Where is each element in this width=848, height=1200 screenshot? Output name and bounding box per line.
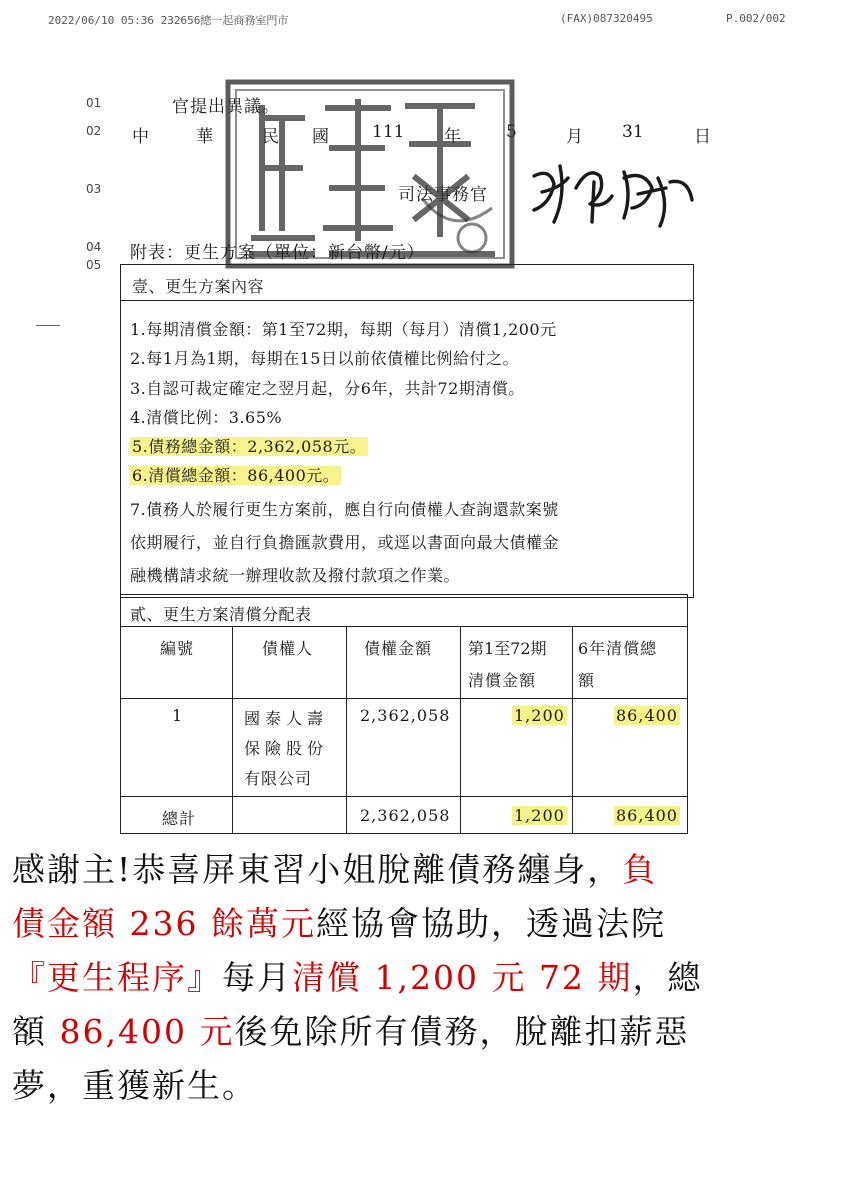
line-number-05: 05: [86, 258, 102, 272]
date-char: 5: [506, 122, 517, 142]
table-line-header-top: [120, 626, 688, 627]
date-char: 民: [262, 127, 279, 147]
total-total: 86,400: [616, 806, 678, 825]
row1-creditor-line1: 國泰人壽: [244, 709, 329, 728]
line-number-02: 02: [86, 124, 102, 138]
line-number-01: 01: [86, 96, 102, 110]
note-text-red: 86,400 元: [59, 1012, 235, 1051]
row1-creditor-line3: 有限公司: [244, 769, 313, 788]
col-header-per-period-line1: 第1至72期: [468, 639, 547, 658]
note-text-red: 債金額 236 餘萬元: [12, 904, 316, 943]
note-line-4: [12, 1006, 689, 1053]
line01-text: 官提出異議。: [172, 97, 280, 117]
col-header-per-period-line2: 清償金額: [468, 671, 537, 690]
testimonial-note: [0, 836, 848, 1105]
total-amount: 2,362,058: [360, 806, 451, 825]
attachment-title: 附表：更生方案（單位：新台幣/元）: [130, 243, 425, 263]
date-char: 31: [622, 122, 644, 142]
section1-item-2: 2.每1月為1期，每期在15日以前依債權比例給付之。: [130, 349, 519, 368]
date-char: 中: [132, 127, 149, 147]
section1-title: 壹、更生方案內容: [132, 277, 265, 296]
fax-page-number: P.002/002: [726, 12, 786, 25]
col-header-no: 編號: [160, 639, 195, 658]
section1-item-7-line2: 依期履行，並自行負擔匯款費用，或逕以書面向最大債權金: [130, 533, 560, 552]
table-col-line: [572, 626, 573, 834]
row1-creditor-line2: 保險股份: [244, 739, 329, 758]
highlighted-repay-total: 6.清償總金額：86,400元。: [132, 466, 340, 485]
total-per-period: 1,200: [514, 806, 565, 825]
date-char: 國: [312, 127, 329, 147]
section1-item-6: [130, 463, 341, 486]
note-text: 每月: [222, 958, 292, 997]
note-text: 經協會協助，透過法院: [315, 904, 666, 943]
table-line-header-bottom: [120, 698, 688, 699]
fax-number: (FAX)087320495: [560, 12, 653, 25]
date-char: 華: [196, 127, 213, 147]
table-col-line: [460, 626, 461, 834]
table-col-line: [232, 626, 233, 834]
section1-divider: [120, 300, 694, 301]
row1-total: 86,400: [616, 706, 678, 725]
highlighted-debt-total: 5.債務總金額：2,362,058元。: [132, 437, 367, 456]
line-number-03: 03: [86, 182, 102, 196]
section2-title: 貳、更生方案清償分配表: [130, 605, 312, 624]
col-header-total-line2: 額: [578, 671, 596, 690]
note-text-red: 『更生程序』: [12, 958, 222, 997]
col-header-total-line1: 6年清償總: [578, 639, 658, 658]
officer-title: 司法事務官: [398, 185, 488, 205]
row1-no: 1: [172, 706, 184, 725]
section1-item-1: 1.每期清償金額：第1至72期，每期（每月）清償1,200元: [130, 320, 557, 339]
section1-item-3: 3.自認可裁定確定之翌月起，分6年，共計72期清償。: [130, 379, 525, 398]
col-header-creditor: 債權人: [262, 639, 314, 658]
note-text: 後免除所有債務，脫離扣薪惡: [234, 1012, 690, 1051]
note-text: 夢，重獲新生。: [12, 1066, 257, 1105]
section1-item-5: [130, 434, 368, 457]
line-number-04: 04: [86, 240, 102, 254]
total-label: 總計: [162, 809, 197, 828]
note-text-red: 清償 1,200 元 72 期: [292, 958, 633, 997]
note-line-2: [12, 898, 666, 945]
note-line-3: [12, 952, 702, 999]
section1-item-7-line3: 融機構請求統一辦理收款及撥付款項之作業。: [130, 566, 461, 585]
date-char: 日: [694, 127, 711, 147]
note-line-5: [12, 1060, 257, 1107]
date-char: 年: [444, 127, 461, 147]
date-char: 月: [566, 127, 583, 147]
note-text: 額: [12, 1012, 60, 1051]
col-header-amount: 債權金額: [364, 639, 433, 658]
handwritten-signature: [520, 148, 700, 238]
section1-item-4: 4.清償比例：3.65%: [130, 408, 283, 427]
row1-per-period: 1,200: [514, 706, 565, 725]
fax-datetime: 2022/06/10 05:36 232656總一起商務室門市: [48, 14, 289, 27]
table-col-line: [346, 626, 347, 834]
date-char: 111: [372, 122, 405, 142]
margin-mark: [36, 325, 60, 326]
note-text: ，總: [632, 958, 703, 997]
note-line-1: [12, 844, 657, 891]
note-text: 感謝主!恭喜屏東習小姐脫離債務纏身，: [12, 850, 623, 889]
row1-amount: 2,362,058: [360, 706, 451, 725]
note-text-red: 負: [622, 850, 658, 889]
section1-item-7-line1: 7.債務人於履行更生方案前，應自行向債權人查詢還款案號: [130, 500, 559, 519]
table-line-total-top: [120, 796, 688, 797]
